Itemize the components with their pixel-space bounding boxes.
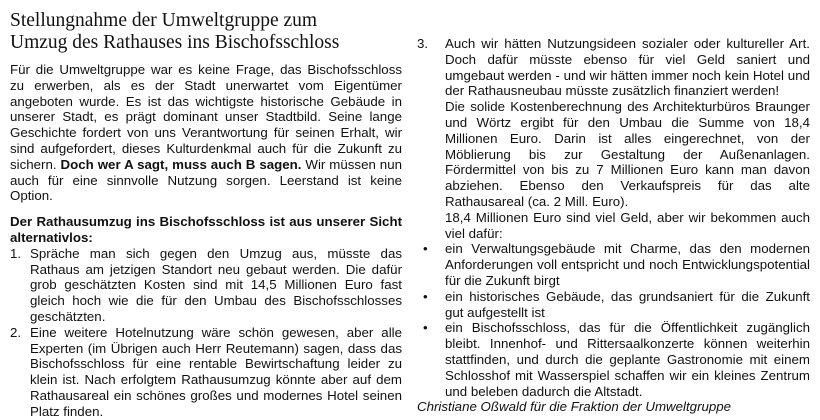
article-title <box>10 10 402 54</box>
intro-rest-text: Wir müssen nun auch für eine sinnvolle Nutzung sorgen. Leerstand ist keine Option. <box>10 156 402 204</box>
cost-paragraph: Die solide Kostenberechnung des Architekturbüros Braunger und Wörtz ergibt für den Umbau die Summe von 18,4 Millionen Euro. Darin ist alles eingerechnet, von der Möblierung bis zur Gestaltung der Außenanlagen. Fördermittel von bis zu 7 Millionen Euro kann man davon abziehen. Ebenso den Verkaufspreis für das alte Rathausareal (ca. 2 Mill. Euro). <box>445 99 810 209</box>
right-column <box>417 0 810 415</box>
title-line-1: Stellungnahme der Umweltgruppe zum <box>10 10 318 31</box>
benefits-list <box>417 241 810 399</box>
list-text: Auch wir hätten Nutzungsideen sozialer oder kultureller Art. Doch dafür müsste ebenso für viel Geld saniert und umgebaut werden - und wir hätten immer noch kein Hotel und der Rathausneubau müsste zusätzlich finanziert werden! <box>445 36 810 99</box>
list-number: 1. <box>10 245 22 261</box>
list-item <box>417 36 810 99</box>
bullet-icon: • <box>423 241 428 257</box>
list-text: ein historisches Gebäude, das grundsaniert für die Zukunft gut aufgestellt ist <box>445 288 810 320</box>
points-list-right <box>417 36 810 99</box>
list-number: 2. <box>10 324 22 340</box>
list-item <box>10 246 402 325</box>
list-text: Eine weitere Hotelnutzung wäre schön gewesen, aber alle Experten (im Übrigen auch Herr Reutemann) sagen, dass das Bischofsschloss für eine rentable Bewirtschaftung leider zu klein ist. Nach erfolgtem Rathausumzug könnte aber auf dem Rathausareal ein schönes großes und modernes Hotel seinen Platz finden. <box>30 324 402 419</box>
subheading: Der Rathausumzug ins Bischofsschloss ist aus unserer Sicht alternativlos: <box>10 214 402 245</box>
bullet-icon: • <box>423 288 428 304</box>
intro-paragraph <box>10 62 402 204</box>
intro-bold-text: Doch wer A sagt, muss auch B sagen. <box>60 156 302 172</box>
list-item <box>10 325 402 420</box>
bullet-icon: • <box>423 320 428 336</box>
list-text: Spräche man sich gegen den Umzug aus, müsste das Rathaus am jetzigen Standort neu gebaut werden. Die dafür grob geschätzten Kosten sind mit 14,5 Millionen Euro fast gleich hoch wie die für den Umbau des Bischofsschlosses geschätzten. <box>30 245 402 324</box>
intro-text: Für die Umweltgruppe war es keine Frage, das Bischofsschloss zu erwerben, als es der Stadt unerwartet vom Eigentümer angeboten wurde. Es ist das wichtigste historische Gebäude in unserer Stadt, es prägt dominant unser Stadtbild. Seine lange Geschichte fordert von uns Verantwortung für seinen Erhalt, wir sind aufgefordert, dieses Kulturdenkmal auch für die Zukunft zu sichern. <box>10 62 402 172</box>
list-number: 3. <box>417 36 429 51</box>
list-text: ein Verwaltungsgebäude mit Charme, das den modernen Anforderungen voll entspricht und noch Entwicklungspotential für die Zukunft birgt <box>445 241 810 288</box>
signature: Christiane Oßwald für die Fraktion der Umweltgruppe <box>417 399 732 415</box>
list-item <box>417 241 810 288</box>
list-item <box>417 289 810 321</box>
points-list-left <box>10 246 402 420</box>
list-item <box>417 320 810 399</box>
title-line-2: Umzug des Rathauses ins Bischofsschloss <box>10 32 340 53</box>
money-paragraph: 18,4 Millionen Euro sind viel Geld, aber wir bekommen auch viel dafür: <box>445 209 810 241</box>
list-text: ein Bischofsschloss, das für die Öffentlichkeit zugänglich bleibt. Innenhof- und Rittersaalkonzerte können weiterhin stattfinden, und durch die geplante Gastronomie mit einem Schlosshof mit Wasserspiel schaffen wir ein kleines Zentrum und beleben dadurch die Altstadt. <box>445 320 810 399</box>
left-column <box>10 0 402 420</box>
